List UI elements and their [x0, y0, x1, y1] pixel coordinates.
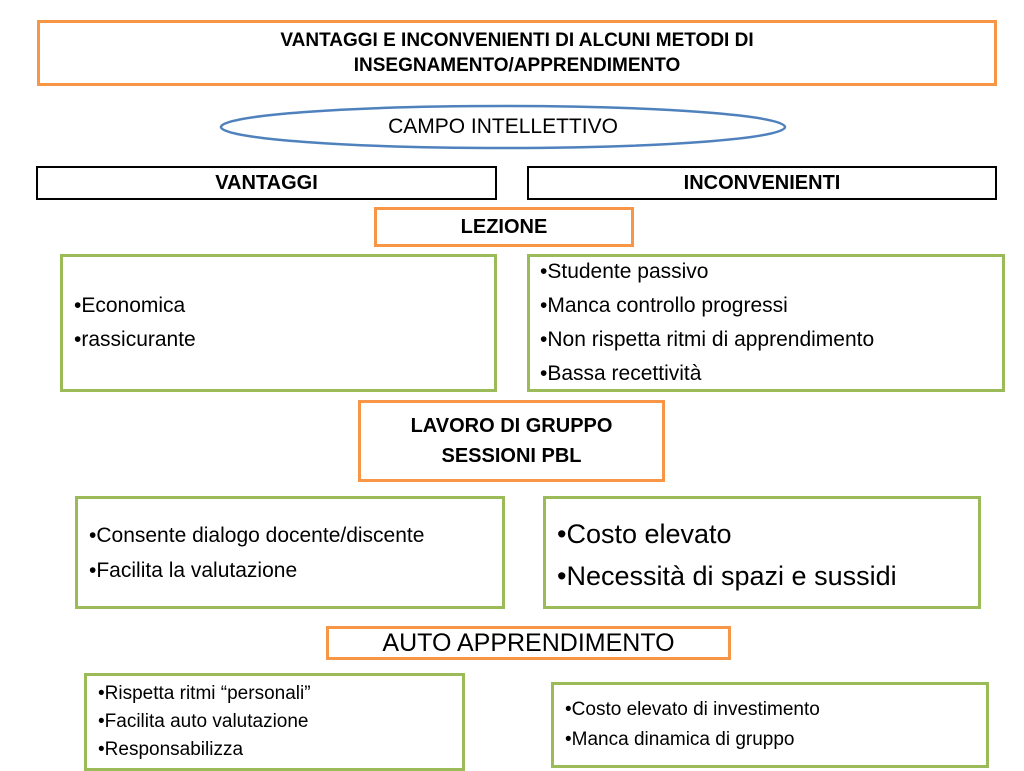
section-lezione-label [374, 207, 634, 247]
gruppo-disadvantages-box [543, 496, 981, 609]
list-item: •Facilita la valutazione [89, 558, 298, 582]
section-gruppo-title-line-2: SESSIONI PBL [441, 445, 582, 467]
list-item: •Economica [74, 294, 186, 317]
list-item: •Facilita auto valutazione [98, 711, 309, 732]
section-lezione-title: LEZIONE [460, 215, 548, 238]
list-item: •Rispetta ritmi “personali” [98, 683, 311, 704]
list-item: •rassicurante [74, 328, 196, 351]
title-box [37, 20, 997, 86]
list-item: •Costo elevato di investimento [565, 699, 820, 720]
title-line-2: INSEGNAMENTO/APPRENDIMENTO [353, 55, 681, 76]
section-gruppo-title-line-1: LAVORO DI GRUPPO [410, 415, 613, 437]
list-item: •Consente dialogo docente/discente [89, 523, 425, 547]
list-item: •Non rispetta ritmi di apprendimento [540, 328, 875, 351]
advantages-header-label: VANTAGGI [215, 171, 318, 194]
auto-disadvantages-box [551, 682, 989, 768]
field-label: CAMPO INTELLETTIVO [388, 115, 618, 138]
list-item: •Manca controllo progressi [540, 294, 788, 317]
disadvantages-header-label: INCONVENIENTI [683, 171, 841, 194]
list-item: •Costo elevato [557, 519, 732, 549]
advantages-header [36, 166, 497, 200]
list-item: •Bassa recettività [540, 362, 702, 385]
lezione-disadvantages-box [527, 254, 1005, 392]
list-item: •Studente passivo [540, 260, 709, 283]
disadvantages-header [527, 166, 997, 200]
gruppo-advantages-box [75, 496, 505, 609]
section-gruppo-label [358, 400, 665, 482]
list-item: •Responsabilizza [98, 739, 244, 760]
title-line-1: VANTAGGI E INCONVENIENTI DI ALCUNI METODI DI [280, 30, 754, 51]
section-auto-title: AUTO APPRENDIMENTO [382, 628, 675, 657]
list-item: •Necessità di spazi e sussidi [557, 561, 897, 591]
list-item: •Manca dinamica di gruppo [565, 729, 795, 750]
lezione-advantages-box [60, 254, 497, 392]
section-auto-label [326, 626, 731, 660]
auto-advantages-box [84, 673, 465, 771]
